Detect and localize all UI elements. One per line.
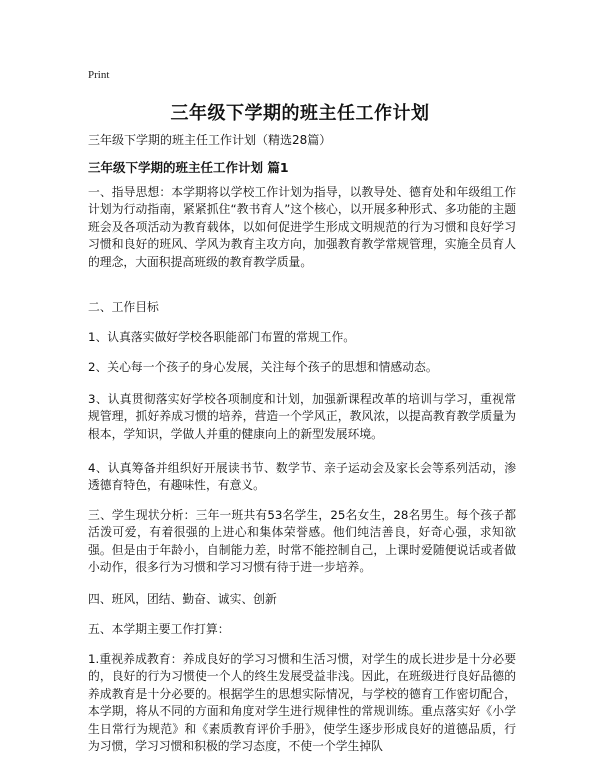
paragraph-class-spirit: 四、班风，团结、勤奋、诚实、创新 (88, 592, 277, 606)
paragraph-heading-goals: 二、工作目标 (88, 300, 159, 314)
document-title: 三年级下学期的班主任工作计划 (170, 103, 430, 124)
paragraph-heading-plans: 五、本学期主要工作打算： (88, 622, 230, 636)
paragraph-guiding-principle: 一、指导思想：本学期将以学校工作计划为指导，以教导处、德育处和年级组工作计划为行动指南，紧紧抓住“教书育人”这个核心，以开展多种形式、多功能的主题班会及各项活动为教育载体，以如何促进学生形成文明规范的行为习惯和良好学习习惯和良好的班风、学风为教育主攻方向，加强教育教学常规管理，实施全员育人的理念，大面积提高班级的教育教学质量。 (88, 185, 516, 269)
paragraph-plan-1: 1.重视养成教育：养成良好的学习习惯和生活习惯，对学生的成长进步是十分必要的，良好的行为习惯使一个人的终生发展受益非浅。因此，在班级进行良好品德的养成教育是十分必要的。根据学生的思想实际情况，与学校的德育工作密切配合，本学期，将从不同的方面和角度对学生进行规律性的常规训练。重点落实好《小学生日常行为规范》和《素质教育评价手册》，使学生逐步形成良好的道德品质，行为习惯，学习习惯和积极的学习态度，不使一个学生掉队 (88, 652, 516, 754)
paragraph-goal-3: 3、认真贯彻落实好学校各项制度和计划，加强新课程改革的培训与学习，重视常规管理，抓好养成习惯的培养，营造一个学风正，教风浓，以提高教育教学质量为根本，学知识，学做人并重的健康向上的新型发展环境。 (88, 392, 516, 441)
paragraph-goal-1: 1、认真落实做好学校各职能部门布置的常规工作。 (88, 330, 356, 344)
paragraph-student-analysis: 三、学生现状分析：三年一班共有53名学生，25名女生，28名男生。每个孩子都活泼可爱，有着很强的上进心和集体荣誉感。他们纯洁善良，好奇心强，求知欲强。但是由于年龄小，自制能力差，时常不能控制自己，上课时爱随便说话或者做小动作，很多行为习惯和学习习惯有待于进一步培养。 (88, 508, 516, 575)
paragraph-goal-4: 4、认真筹备并组织好开展读书节、数学节、亲子运动会及家长会等系列活动，渗透德育特色，有趣味性，有意义。 (88, 461, 516, 493)
document-subtitle: 三年级下学期的班主任工作计划（精选28篇） (88, 133, 332, 147)
paragraph-goal-2: 2、关心每一个孩子的身心发展，关注每个孩子的思想和情感动态。 (88, 360, 438, 374)
print-label: Print (88, 69, 110, 81)
section-title: 三年级下学期的班主任工作计划 篇1 (88, 160, 289, 175)
